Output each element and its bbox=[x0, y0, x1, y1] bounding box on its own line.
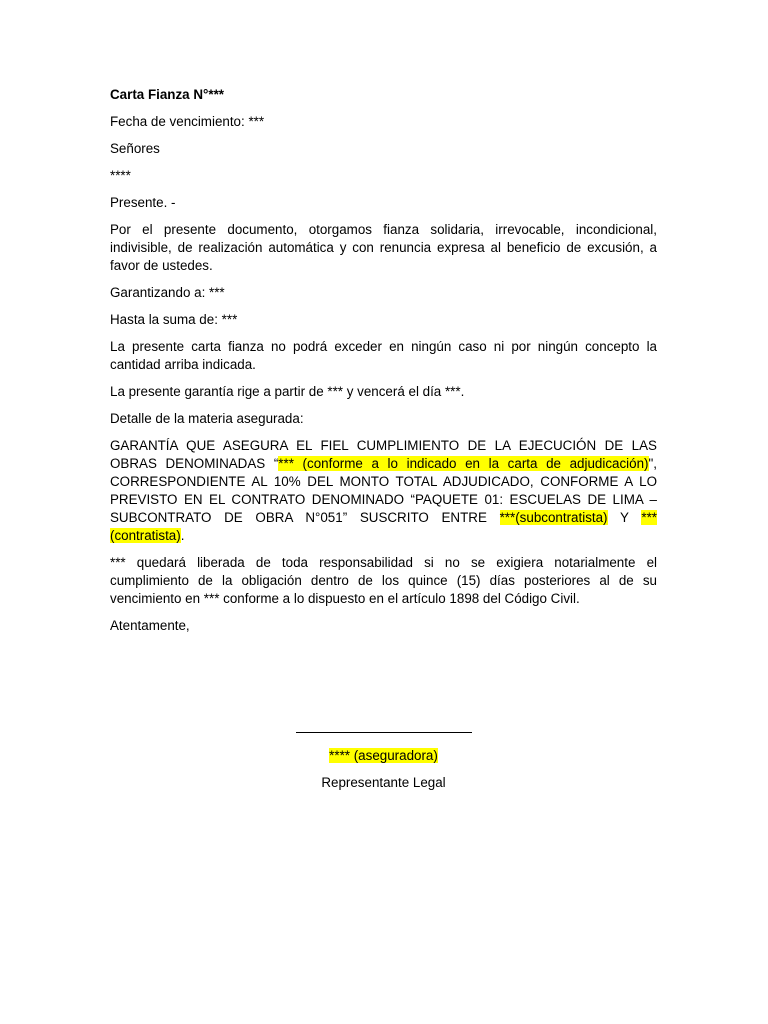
insured-text-and: Y bbox=[607, 510, 642, 525]
paragraph-insured-matter bbox=[110, 437, 657, 545]
paragraph-release: *** quedará liberada de toda responsabilidad si no se exigiera notarialmente el cumplimiento de la obligación dentro de los quince (15) días posteriores al de su vencimiento en *** conforme a lo dispuesto en el artículo 1898 del Código Civil. bbox=[110, 555, 657, 606]
insured-text-end: . bbox=[180, 528, 185, 543]
signer-role: Representante Legal bbox=[321, 775, 446, 790]
expiry-date: Fecha de vencimiento: *** bbox=[110, 114, 265, 129]
document-body bbox=[110, 86, 657, 644]
signature-block bbox=[110, 718, 657, 801]
paragraph-validity: La presente garantía rige a partir de *** y vencerá el día ***. bbox=[110, 384, 465, 399]
guarantee-amount: Hasta la suma de: *** bbox=[110, 312, 238, 327]
insurer-name: **** (aseguradora) bbox=[329, 748, 438, 763]
document-title: Carta Fianza N°*** bbox=[110, 87, 225, 102]
insured-detail-heading: Detalle de la materia asegurada: bbox=[110, 411, 304, 426]
presente-line: Presente. - bbox=[110, 195, 176, 210]
highlight-contratista: ***(contratista) bbox=[110, 510, 657, 543]
highlight-obra: *** (conforme a lo indicado en la carta de adjudicación) bbox=[278, 456, 649, 471]
signature-line bbox=[296, 732, 472, 733]
salutation: Señores bbox=[110, 141, 160, 156]
guaranteed-party: Garantizando a: *** bbox=[110, 285, 225, 300]
paragraph-limit: La presente carta fianza no podrá exceder en ningún caso ni por ningún concepto la cantidad arriba indicada. bbox=[110, 339, 657, 372]
recipient: **** bbox=[110, 168, 131, 183]
closing: Atentamente, bbox=[110, 618, 190, 633]
highlight-subcontratista: ***(subcontratista) bbox=[499, 510, 608, 525]
insured-text-start: GARANTÍA QUE ASEGURA EL FIEL CUMPLIMIENTO DE LA EJECUCIÓN DE LAS OBRAS DENOMINADAS “ bbox=[110, 438, 657, 471]
paragraph-guarantee-intro: Por el presente documento, otorgamos fianza solidaria, irrevocable, incondicional, indivisible, de realización automática y con renuncia expresa al beneficio de excusión, a favor de ustedes. bbox=[110, 222, 657, 273]
insured-text-middle: ", CORRESPONDIENTE AL 10% DEL MONTO TOTAL ADJUDICADO, CONFORME A LO PREVISTO EN EL CONTRATO DENOMINADO “PAQUETE 01: ESCUELAS DE LIMA – SUBCONTRATO DE OBRA N°051” SUSCRITO ENTRE bbox=[110, 456, 657, 525]
